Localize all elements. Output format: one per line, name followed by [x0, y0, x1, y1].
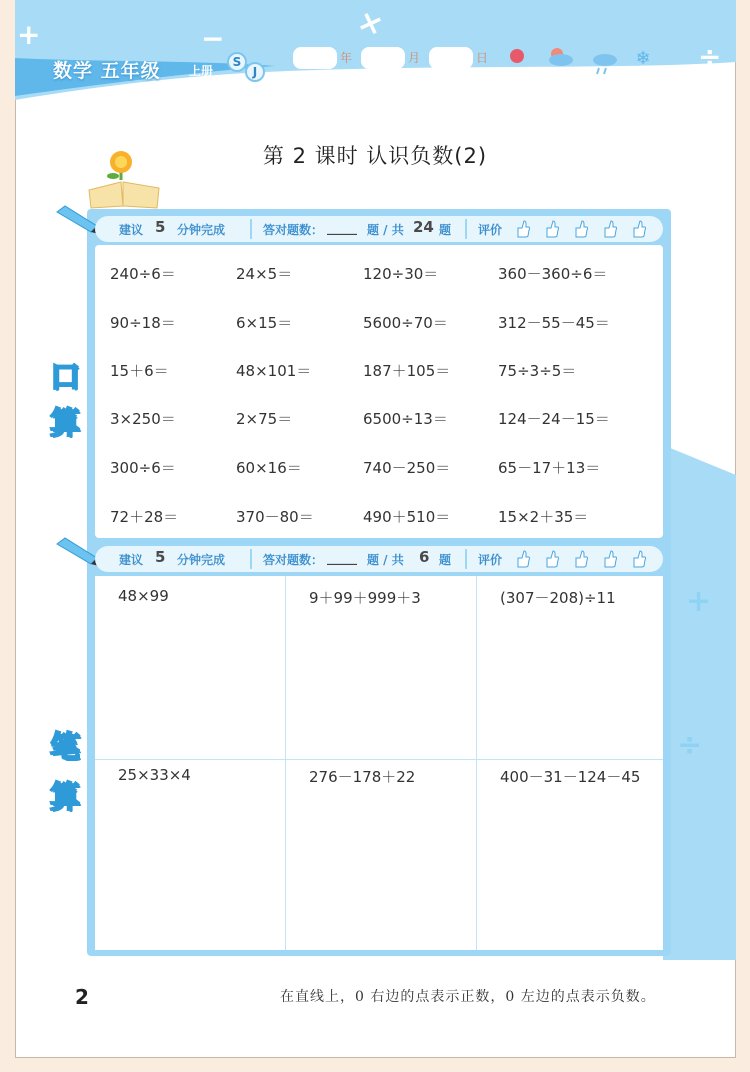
badge-j: J: [245, 62, 265, 82]
minutes-value: 5: [155, 218, 166, 236]
suggest-label: 建议: [119, 553, 144, 567]
mental-problem: 24×5＝: [236, 265, 293, 283]
mental-problem: 72＋28＝: [110, 508, 179, 526]
badge-s: S: [227, 52, 247, 72]
mental-problem: 240÷6＝: [110, 265, 176, 283]
written-problem: 48×99: [118, 587, 169, 605]
rain-icon: [593, 54, 617, 74]
mental-problem: 6×15＝: [236, 314, 293, 332]
thumbs-up-icon[interactable]: [515, 549, 531, 569]
divide-deco-icon: ÷: [698, 40, 722, 73]
minutes-value: 5: [155, 548, 166, 566]
written-label-bi: 笔: [50, 730, 80, 765]
day-label: 日: [476, 51, 489, 65]
thumbs-up-icon[interactable]: [631, 219, 647, 239]
lesson-title: 第 2 课时 认识负数(2): [262, 144, 488, 168]
weather-icons: [505, 46, 655, 80]
thumbs-up-icon[interactable]: [515, 219, 531, 239]
mental-problem: 3×250＝: [110, 410, 176, 428]
thumbs-up-icon[interactable]: [602, 549, 618, 569]
snowflake-icon: ❄: [635, 48, 651, 69]
rating-label: 评价: [478, 553, 503, 567]
side-ribbon: [663, 445, 736, 960]
cloud-icon: [549, 48, 573, 66]
year-field[interactable]: [293, 47, 337, 69]
mental-problem: 15＋6＝: [110, 362, 169, 380]
mental-problem: 60×16＝: [236, 459, 302, 477]
minus-deco-icon: −: [201, 22, 225, 55]
bar-divider: [465, 219, 467, 239]
grid-divider: [95, 759, 663, 760]
total-suffix: 题: [439, 553, 452, 567]
mental-problem: 370－80＝: [236, 508, 314, 526]
day-field[interactable]: [429, 47, 473, 69]
finish-label: 分钟完成: [177, 223, 226, 237]
mental-problem: 2×75＝: [236, 410, 293, 428]
total-prefix: 题 / 共: [367, 553, 404, 567]
volume-label: 上册: [189, 64, 214, 78]
month-label: 月: [408, 51, 421, 65]
mental-problem: 75÷3÷5＝: [498, 362, 577, 380]
plus-deco-icon: +: [17, 18, 41, 51]
suggest-label: 建议: [119, 223, 144, 237]
written-section: [95, 576, 663, 950]
mental-problem: 187＋105＝: [363, 362, 451, 380]
written-problem: 400－31－124－45: [500, 768, 641, 786]
mental-problem: 300÷6＝: [110, 459, 176, 477]
mental-problem: 740－250＝: [363, 459, 451, 477]
written-problem: 9＋99＋999＋3: [309, 589, 421, 607]
written-problem: (307－208)÷11: [500, 589, 616, 607]
grid-divider: [285, 576, 286, 950]
written-info-bar: [95, 546, 663, 572]
mental-problem: 360－360÷6＝: [498, 265, 608, 283]
header-band: [15, 0, 736, 105]
mental-problem: 5600÷70＝: [363, 314, 448, 332]
mental-info-bar: [95, 216, 663, 242]
pencil-icon: [55, 536, 99, 566]
total-prefix: 题 / 共: [367, 223, 404, 237]
year-label: 年: [340, 51, 353, 65]
thumbs-up-icon[interactable]: [602, 219, 618, 239]
thumbs-up-icon[interactable]: [544, 549, 560, 569]
grid-divider: [476, 576, 477, 950]
rating-label: 评价: [478, 223, 503, 237]
mental-problem: 65－17＋13＝: [498, 459, 601, 477]
finish-label: 分钟完成: [177, 553, 226, 567]
month-field[interactable]: [361, 47, 405, 69]
plus-deco-icon: +: [686, 584, 712, 619]
correct-blank[interactable]: _____: [327, 221, 357, 235]
written-label-suan: 算: [50, 780, 80, 815]
mental-label-kou: 口: [50, 360, 80, 395]
mental-problem: 90÷18＝: [110, 314, 176, 332]
thumbs-up-icon[interactable]: [573, 219, 589, 239]
book-flower-icon: [85, 150, 163, 210]
correct-label: 答对题数：: [263, 553, 324, 567]
thumbs-up-icon[interactable]: [544, 219, 560, 239]
written-problem: 276－178＋22: [309, 768, 416, 786]
times-deco-icon: ×: [352, 2, 389, 45]
page-number: 2: [75, 985, 89, 1009]
total-value: 6: [419, 548, 430, 566]
mental-problem: 48×101＝: [236, 362, 312, 380]
mental-problem: 490＋510＝: [363, 508, 451, 526]
written-problem: 25×33×4: [118, 766, 191, 784]
bar-divider: [465, 549, 467, 569]
mental-problem: 120÷30＝: [363, 265, 439, 283]
total-suffix: 题: [439, 223, 452, 237]
thumbs-up-icon[interactable]: [573, 549, 589, 569]
sun-icon: [510, 49, 524, 63]
mental-section: [95, 245, 663, 538]
bar-divider: [250, 219, 252, 239]
divide-deco-icon: ÷: [677, 728, 703, 763]
thumbs-up-icon[interactable]: [631, 549, 647, 569]
correct-blank[interactable]: _____: [327, 551, 357, 565]
subject-title: 数学 五年级: [53, 60, 161, 82]
pencil-icon: [55, 204, 99, 234]
bar-divider: [250, 549, 252, 569]
mental-problem: 312－55－45＝: [498, 314, 610, 332]
mental-problem: 6500÷13＝: [363, 410, 448, 428]
mental-problem: 15×2＋35＝: [498, 508, 589, 526]
correct-label: 答对题数：: [263, 223, 324, 237]
footer-note: 在直线上，0 右边的点表示正数，0 左边的点表示负数。: [280, 989, 656, 1005]
mental-problem: 124－24－15＝: [498, 410, 610, 428]
total-value: 24: [413, 218, 434, 236]
mental-label-suan: 算: [50, 406, 80, 441]
